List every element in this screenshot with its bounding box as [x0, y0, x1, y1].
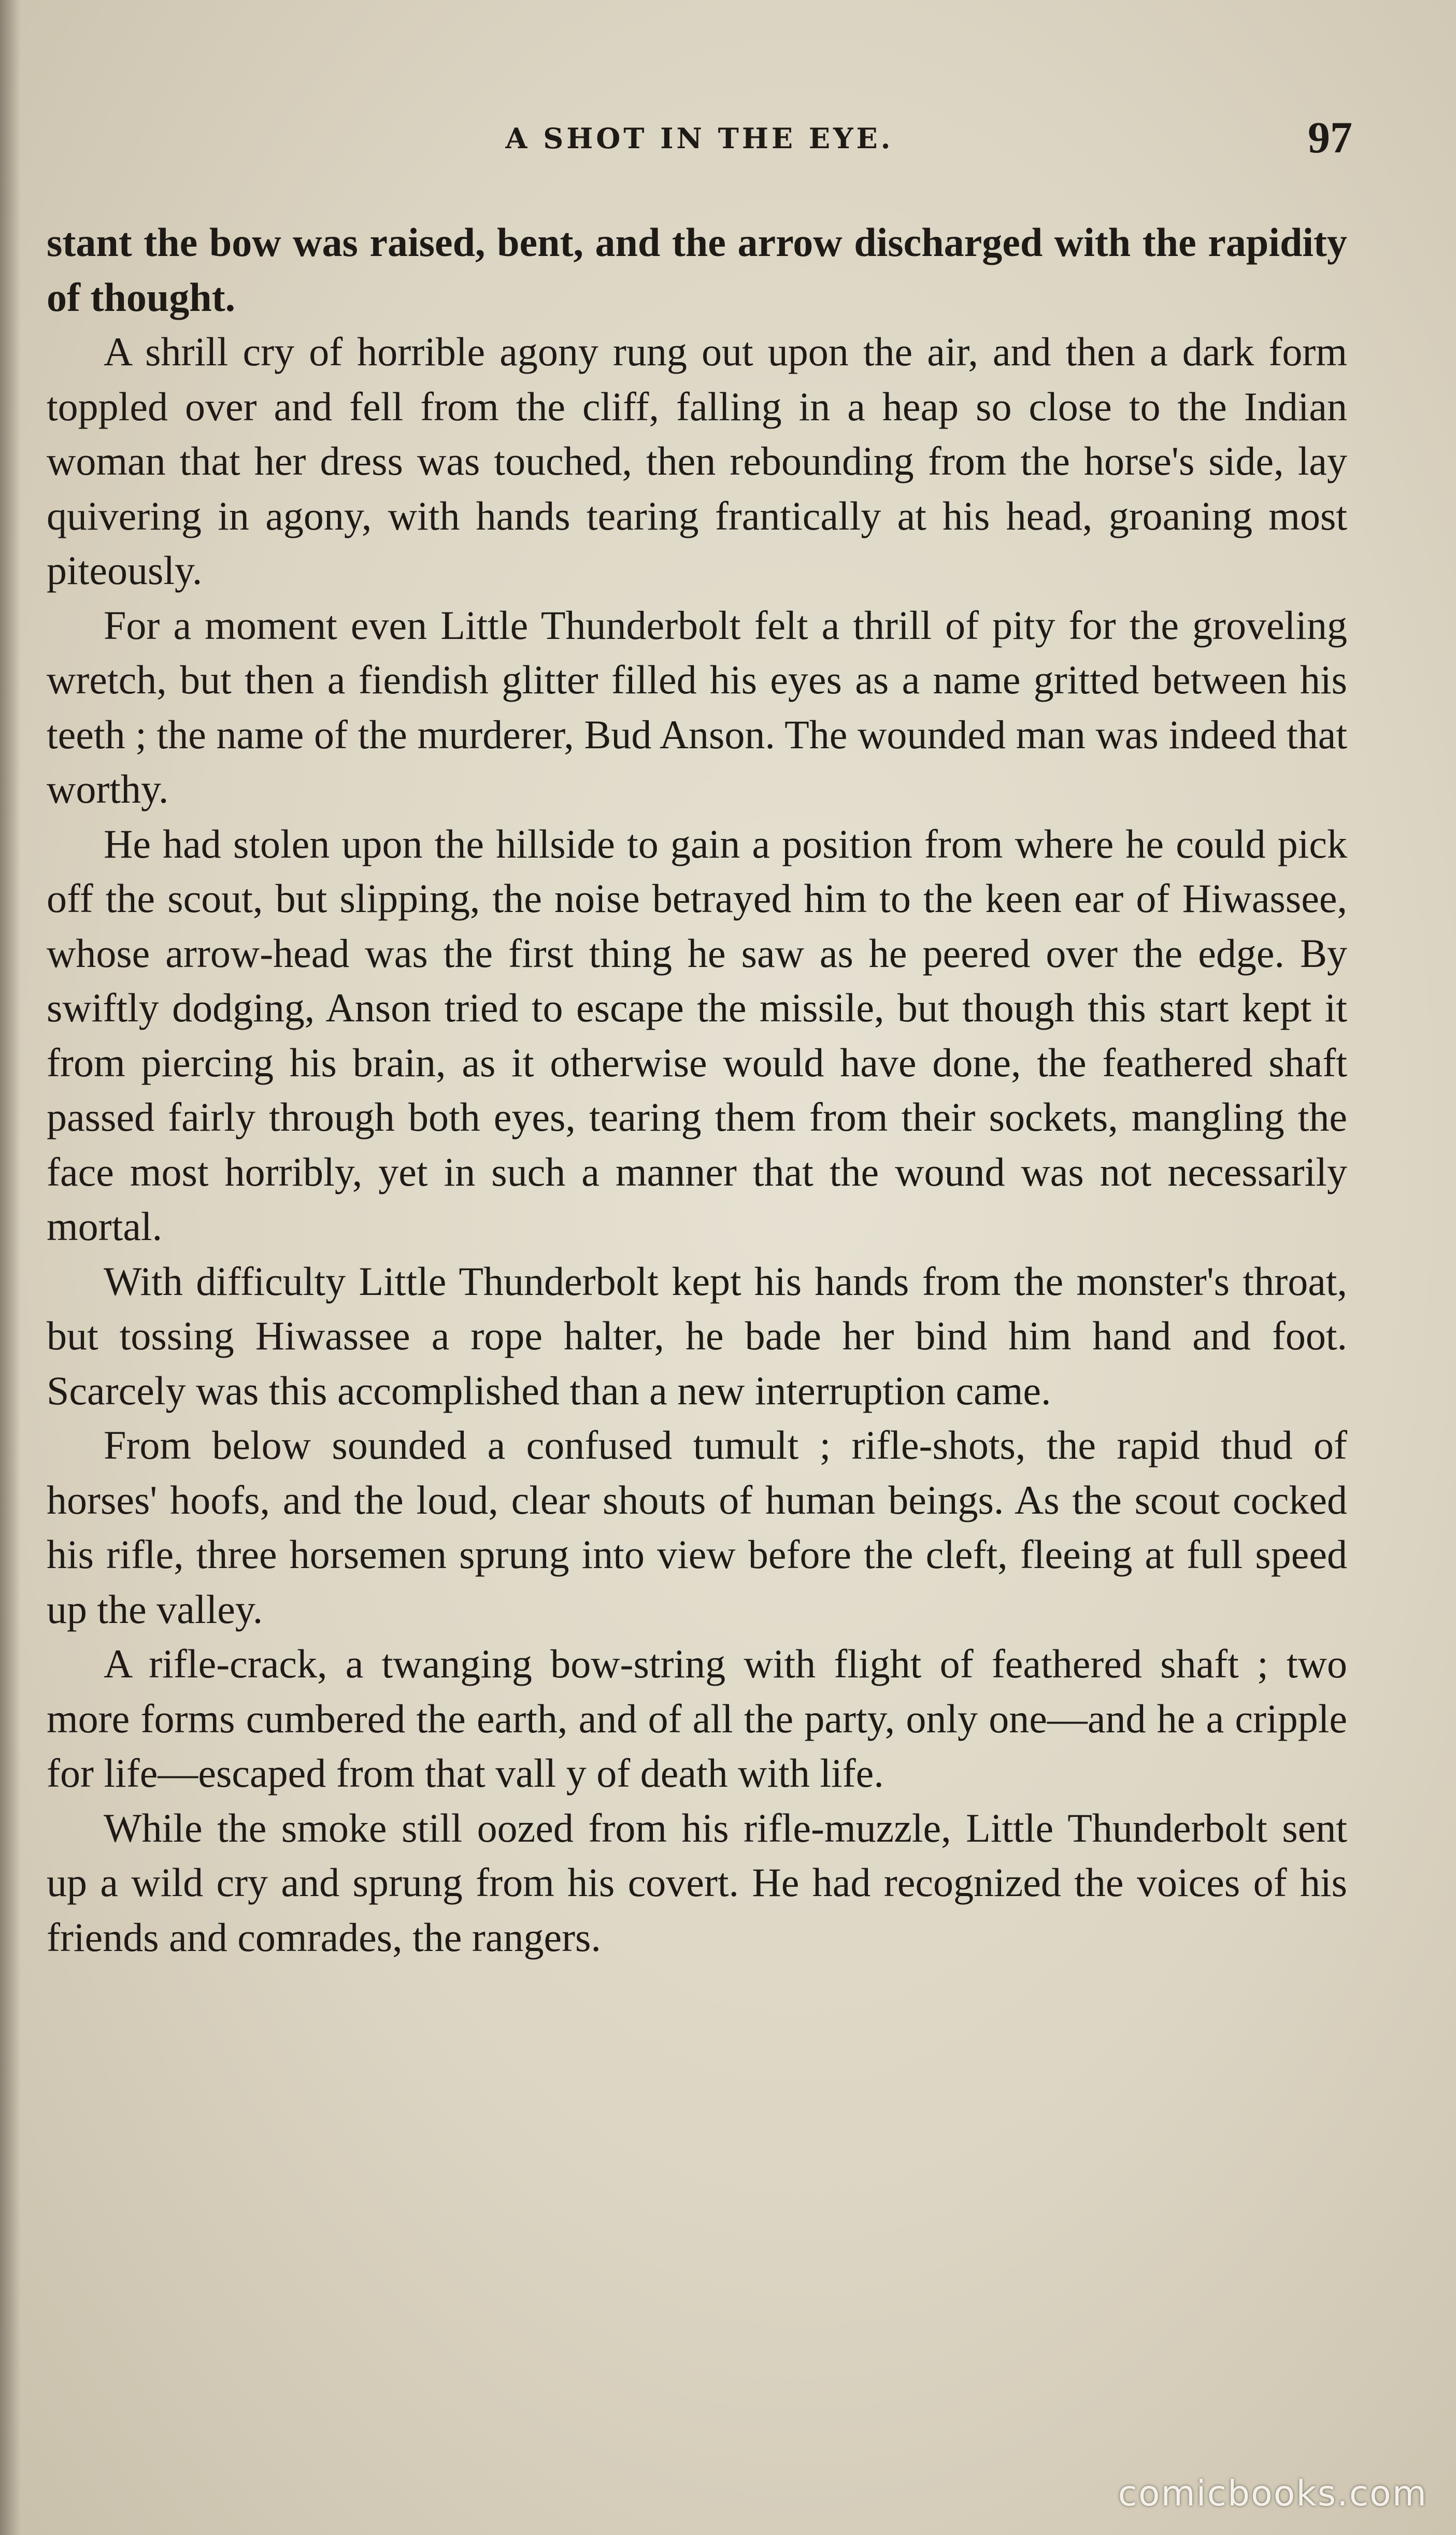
watermark: comicbooks.com: [1118, 2473, 1428, 2514]
paragraph-2: A shrill cry of horrible agony rung out upon the air, and then a dark form toppled over and fell from the cliff, falling in a heap so close to the Indian woman that her dress was touched, then rebounding from the horse's side, lay quivering in agony, with hands tearing frantically at his head, groaning most piteously.: [47, 329, 1347, 593]
running-head: A SHOT IN THE EYE.: [505, 122, 894, 155]
paragraph-3: For a moment even Little Thunderbolt felt a thrill of pity for the groveling wretch, but then a fiendish glitter filled his eyes as a name gritted between his teeth ; the name of the murderer, Bud Anson. The wounded man was indeed that worthy.: [47, 602, 1347, 811]
paragraph-6: From below sounded a confused tumult ; rifle-shots, the rapid thud of horses' hoofs, and the loud, clear shouts of human beings. As the scout cocked his rifle, three horsemen sprung into view before the cleft, fleeing at full speed up the valley.: [47, 1422, 1347, 1632]
paragraph-1: stant the bow was raised, bent, and the arrow discharged with the rapidity of thought.: [47, 220, 1347, 320]
paragraph-4: He had stolen upon the hillside to gain a position from where he could pick off the scout, but slipping, the noise betrayed him to the keen ear of Hiwassee, whose arrow-head was the first thing he saw as he peered over the edge. By swiftly dodging, Anson tried to escape the missile, but though this start kept it from piercing his brain, as it otherwise would have done, the feathered shaft passed fairly through both eyes, tearing them from their sockets, mangling the face most horribly, yet in such a manner that the wound was not necessarily mortal.: [47, 821, 1347, 1249]
paragraph-7: A rifle-crack, a twanging bow-string with flight of feathered shaft ; two more forms cumbered the earth, and of all the party, only one—and he a cripple for life—escaped from that vall y of death with life.: [47, 1641, 1347, 1796]
paragraph-8: While the smoke still oozed from his rifle-muzzle, Little Thunderbolt sent up a wild cry and sprung from his covert. He had recognized the voices of his friends and comrades, the rangers.: [47, 1805, 1347, 1960]
page-edge-shadow: [0, 0, 21, 2535]
page-number: 97: [1308, 112, 1352, 162]
body-text: [47, 215, 1347, 1964]
page-header: [47, 111, 1352, 174]
paragraph-5: With difficulty Little Thunderbolt kept his hands from the monster's throat, but tossing Hiwassee a rope halter, he bade her bind him hand and foot. Scarcely was this accomplished than a new interruption came.: [47, 1258, 1347, 1413]
